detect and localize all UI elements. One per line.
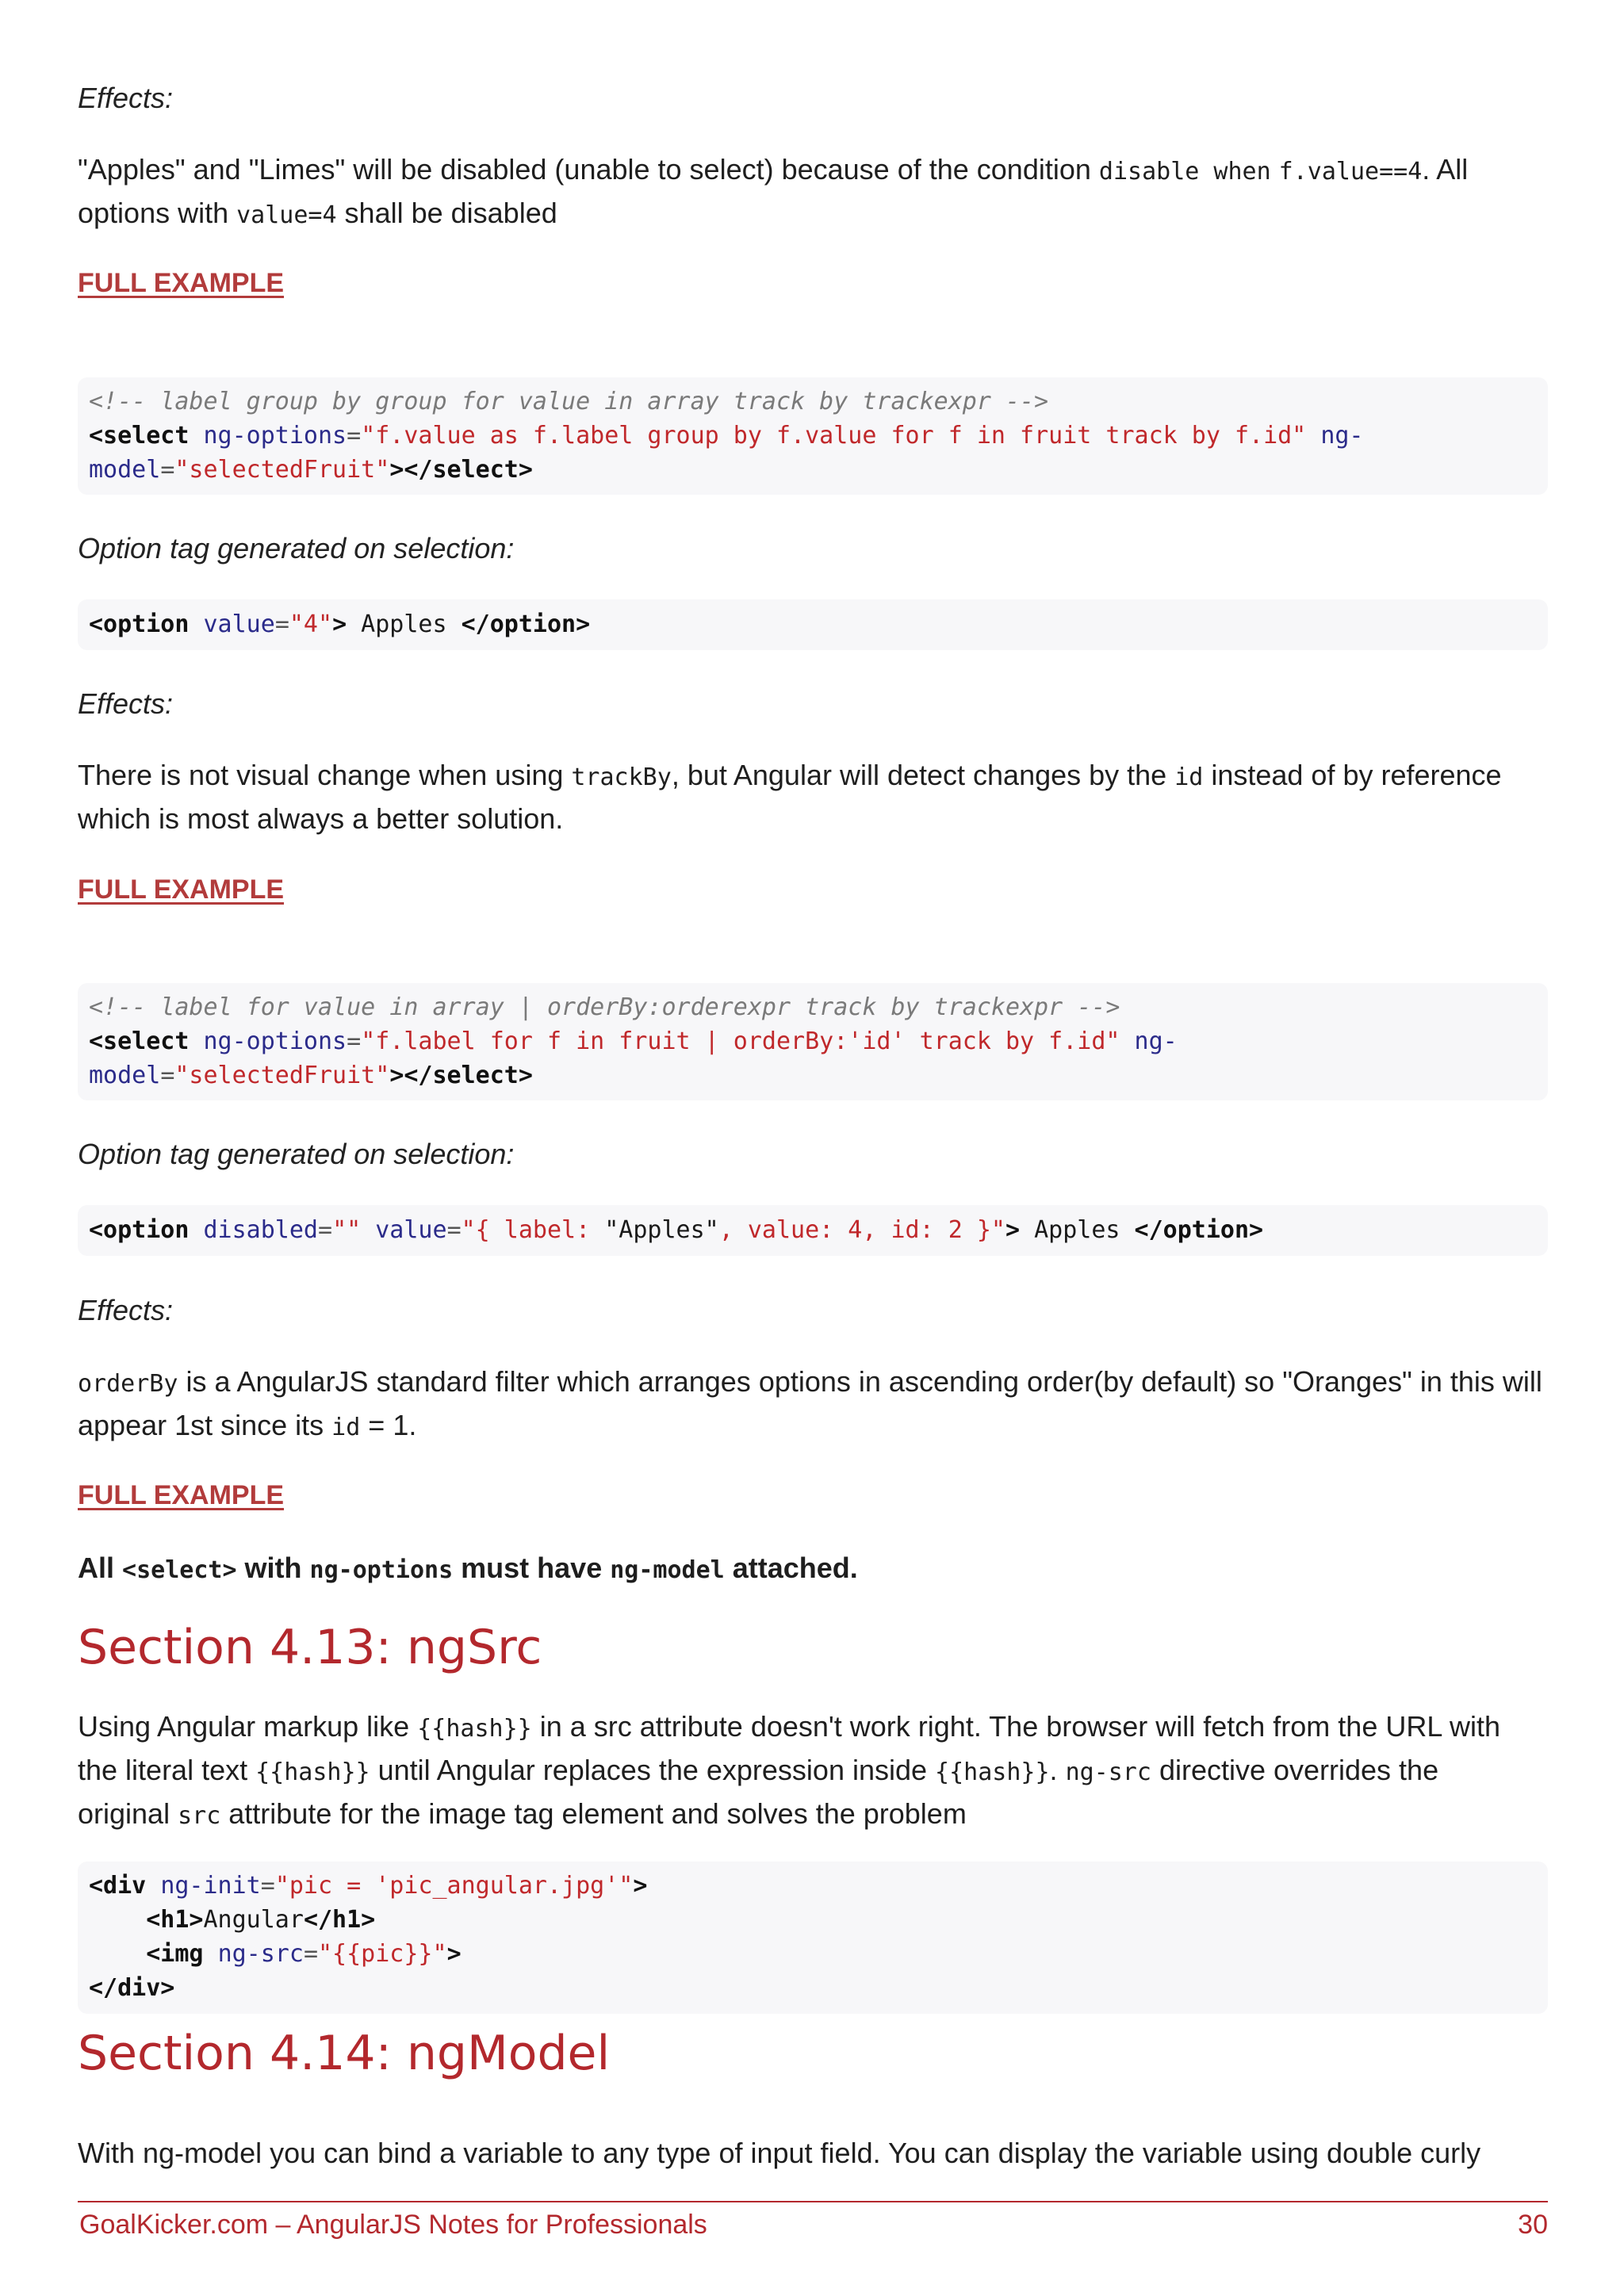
effects-label: Effects: xyxy=(78,1294,174,1326)
footer-divider xyxy=(78,2201,1548,2202)
code-block-option-disabled: <option disabled="" value="{ label: "Apples", value: 4, id: 2 }"> Apples </option> xyxy=(78,1205,1548,1256)
section-heading-ngmodel: Section 4.14: ngModel xyxy=(78,2026,611,2081)
option-tag-label: Option tag generated on selection: xyxy=(78,1138,515,1170)
section-heading-ngsrc: Section 4.13: ngSrc xyxy=(78,1620,542,1675)
paragraph-disabled-options: "Apples" and "Limes" will be disabled (unable to select) because of the condition disable when f.value==4. All options with value=4 shall be disabled xyxy=(78,153,1469,229)
code-block-ngsrc: <div ng-init="pic = 'pic_angular.jpg'"> <h1>Angular</h1> <img ng-src="{{pic}}"> </div> xyxy=(78,1862,1548,2014)
ng-model-requirement-note: All <select> with ng-options must have ng-model attached. xyxy=(78,1552,858,1584)
code-block-option-apples: <option value="4"> Apples </option> xyxy=(78,599,1548,650)
footer-site-title: GoalKicker.com – AngularJS Notes for Professionals xyxy=(79,2210,707,2240)
full-example-link[interactable]: FULL EXAMPLE xyxy=(78,874,285,905)
paragraph-trackby: There is not visual change when using trackBy, but Angular will detect changes by the id instead of by reference which is most always a better solution. xyxy=(78,759,1502,835)
paragraph-orderby: orderBy is a AngularJS standard filter which arranges options in ascending order(by default) so "Oranges" in this will appear 1st since its id = 1. xyxy=(78,1365,1542,1441)
effects-label: Effects: xyxy=(78,687,174,720)
full-example-link[interactable]: FULL EXAMPLE xyxy=(78,268,285,298)
code-block-orderby: <!-- label for value in array | orderBy:orderexpr track by trackexpr --> <select ng-options="f.label for f in fruit | orderBy:'id' track by f.id" ng- model="selectedFruit"></select> xyxy=(78,983,1548,1100)
page-number: 30 xyxy=(1518,2210,1548,2240)
paragraph-ngsrc: Using Angular markup like {{hash}} in a src attribute doesn't work right. The browser will fetch from the URL with the literal text {{hash}} until Angular replaces the expression inside {{hash}}. ng-src directive overrides the original src attribute for the image tag element and solves the problem xyxy=(78,1710,1501,1830)
full-example-link[interactable]: FULL EXAMPLE xyxy=(78,1480,285,1510)
paragraph-ngmodel: With ng-model you can bind a variable to any type of input field. You can display the variable using double curly xyxy=(78,2137,1481,2169)
code-block-group-by: <!-- label group by group for value in array track by trackexpr --> <select ng-options="f.value as f.label group by f.value for f in fruit track by f.id" ng- model="selectedFruit"></select> xyxy=(78,377,1548,495)
effects-label: Effects: xyxy=(78,82,174,114)
option-tag-label: Option tag generated on selection: xyxy=(78,532,515,564)
